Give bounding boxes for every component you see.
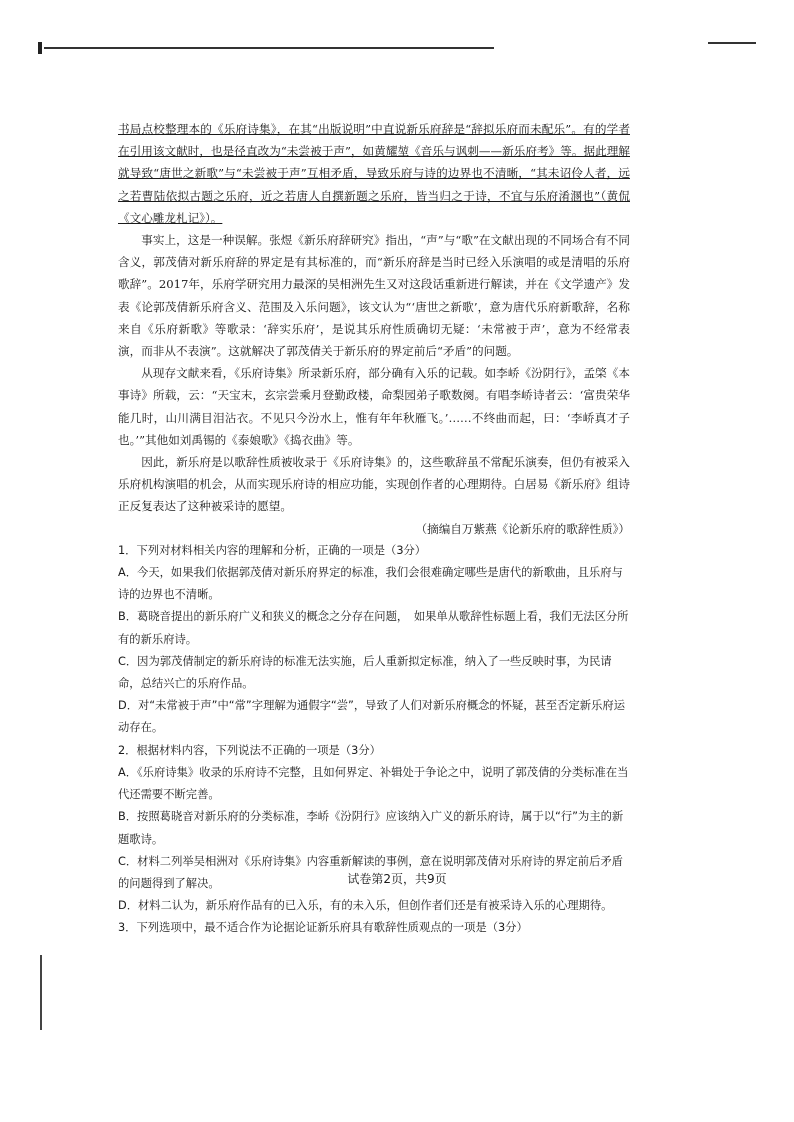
passage-paragraph-2: 事实上，这是一种误解。张煜《新乐府辞研究》指出，“声”与“歌”在文献出现的不同场合有不同含义，郭茂倩对新乐府辞的界定是有其标准的，而“新乐府辞是当时已经入乐演唱的或是清唱的乐府歌辞”。2017年，乐府学研究用力最深的吴相洲先生又对这段话重新进行解读，并在《文学遗产》发表《论郭茂倩新乐府含义、范围及入乐问题》，该文认为“‘唐世之新歌’，意为唐代乐府新歌辞，名称来自《乐府新歌》等歌录：‘辞实乐府’，是说其乐府性质确切无疑：‘未常被于声’，意为不经常表演，而非从不表演”。这就解决了郭茂倩关于新乐府的界定前后“矛盾”的问题。 xyxy=(118,233,630,359)
passage-source: （摘编自万紫燕《论新乐府的歌辞性质》） xyxy=(415,521,630,536)
question-1-option-a: A．今天，如果我们依据郭茂倩对新乐府界定的标准，我们会很难确定哪些是唐代的新歌曲，且乐府与诗的边界也不清晰。 xyxy=(118,566,623,602)
question-1-option-d: D．对“未常被于声”中“常”字理解为通假字“尝”，导致了人们对新乐府概念的怀疑，甚至否定新乐府运动存在。 xyxy=(118,699,625,735)
question-2-option-d: D．材料二认为，新乐府作品有的已入乐，有的未入乐，但创作者们还是有被采诗入乐的心理期待。 xyxy=(118,899,613,913)
page-content xyxy=(118,118,630,940)
question-3-stem: 3．下列选项中，最不适合作为论据论证新乐府具有歌辞性质观点的一项是（3分） xyxy=(118,921,528,935)
passage-paragraph-4: 因此，新乐府是以歌辞性质被收录于《乐府诗集》的，这些歌辞虽不常配乐演奏，但仍有被采入乐府机构演唱的机会，从而实现乐府诗的相应功能，实现创作者的心理期待。白居易《新乐府》组诗正反复表达了这种被采诗的愿望。 xyxy=(118,455,630,514)
passage-paragraph-3: 从现存文献来看，《乐府诗集》所录新乐府，部分确有入乐的记载。如李峤《汾阴行》，孟棨《本事诗》所载，云：“天宝末，玄宗尝乘月登勤政楼，命梨园弟子歌数阕。有唱李峤诗者云：‘富贵荣华能几时，山川满目泪沾衣。不见只今汾水上，惟有年年秋雁飞。’……不终曲而起，曰：‘李峤真才子也。’”其他如刘禹锡的《泰娘歌》《捣衣曲》等。 xyxy=(118,366,630,447)
passage-paragraph-1: 书局点校整理本的《乐府诗集》，在其“出版说明”中直说新乐府辞是“辞拟乐府而未配乐”。有的学者在引用该文献时，也是径直改为“未尝被于声”，如黄耀堃《音乐与讽刺——新乐府考》等。据此理解就导致“唐世之新歌”与“未尝被于声”互相矛盾，导致乐府与诗的边界也不清晰，“其未诏伶人者，远之若曹陆依拟古题之乐府，近之若唐人自撰新题之乐府，皆当归之于诗，不宜与乐府淆溷也”（黄侃《文心雕龙札记》）。 xyxy=(118,122,630,225)
header-rule-right xyxy=(708,42,756,44)
question-1-option-b: B．葛晓音提出的新乐府广义和狭义的概念之分存在问题， 如果单从歌辞性标题上看，我们无法区分所有的新乐府诗。 xyxy=(118,610,629,646)
question-2-option-b: B．按照葛晓音对新乐府的分类标准，李峤《汾阴行》应该纳入广义的新乐府诗，属于以“行”为主的新题歌诗。 xyxy=(118,810,624,846)
question-2-stem: 2．根据材料内容，下列说法不正确的一项是（3分） xyxy=(118,743,381,757)
page-footer: 试卷第2页，共9页 xyxy=(347,872,447,886)
question-2-option-c: C．材料二列举吴相洲对《乐府诗集》内容重新解读的事例，意在说明郭茂倩对乐府诗的界定前后矛盾的问题得到了解决。 xyxy=(118,854,623,890)
question-2-option-a: A．《乐府诗集》收录的乐府诗不完整，且如何界定、补辑处于争论之中，说明了郭茂倩的分类标准在当代还需要不断完善。 xyxy=(118,765,629,802)
question-1-stem: 1．下列对材料相关内容的理解和分析，正确的一项是（3分） xyxy=(118,543,427,557)
header-rule xyxy=(44,47,494,49)
scan-corner-mark xyxy=(38,42,42,54)
question-1-option-c: C．因为郭茂倩制定的新乐府诗的标准无法实施，后人重新拟定标准，纳入了一些反映时事，为民请命，总结兴亡的乐府作品。 xyxy=(118,654,612,691)
binding-line xyxy=(40,955,42,1030)
